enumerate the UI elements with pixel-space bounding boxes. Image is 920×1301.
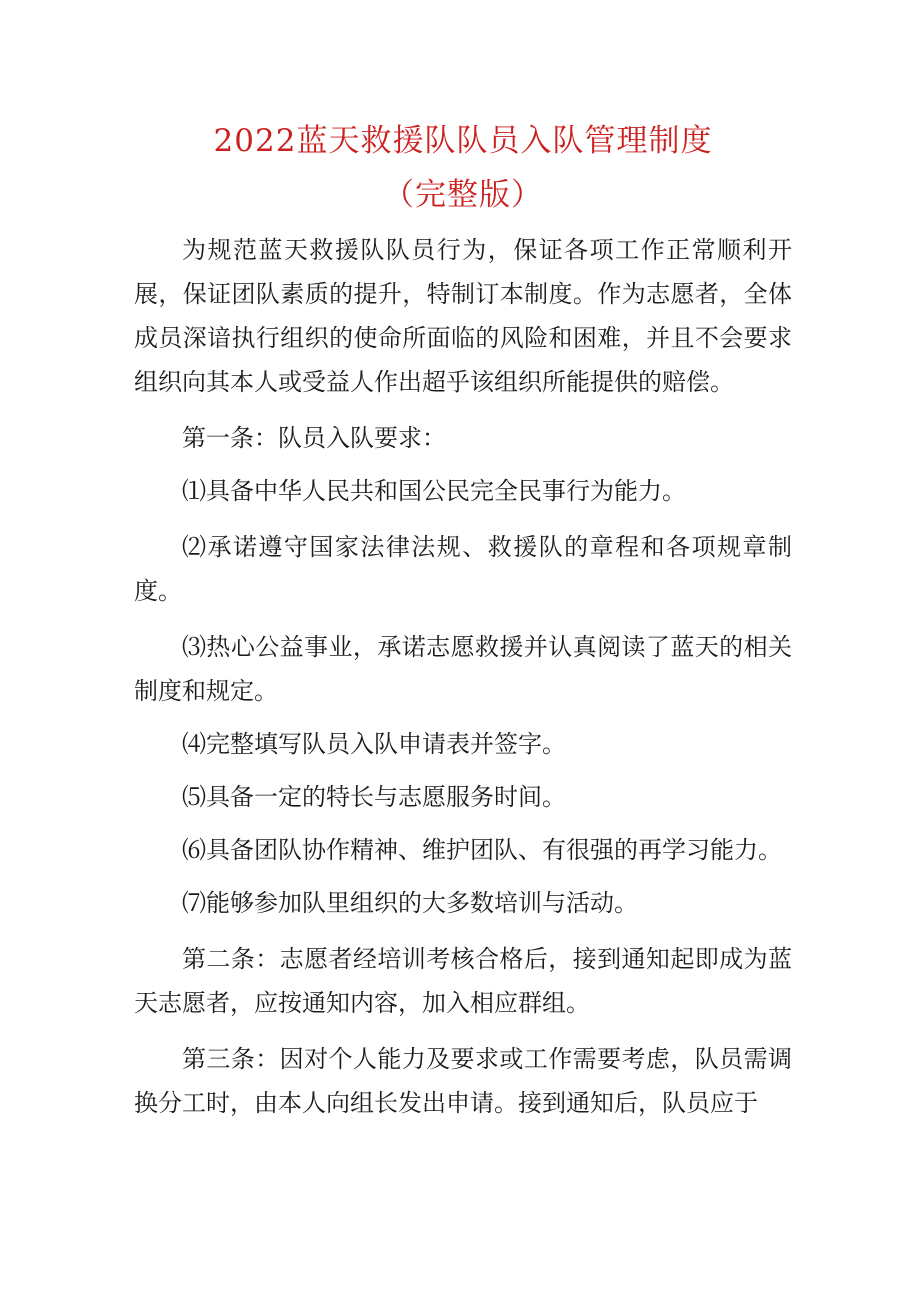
title-line-main: 2022蓝天救援队队员入队管理制度 — [213, 123, 713, 159]
requirement-item-2: ⑵承诺遵守国家法律法规、救援队的章程和各项规章制度。 — [134, 533, 792, 605]
requirement-item-5: ⑸具备一定的特长与志愿服务时间。 — [182, 783, 566, 811]
requirement-item-1: ⑴具备中华人民共和国公民完全民事行为能力。 — [182, 477, 686, 505]
intro-paragraph: 为规范蓝天救援队队员行为，保证各项工作正常顺利开展，保证团队素质的提升，特制订本制度。作为志愿者，全体成员深谙执行组织的使命所面临的风险和困难，并且不会要求组织向其本人或受益人作出超乎该组织所能提供的赔偿。 — [134, 236, 792, 396]
requirement-item-4: ⑷完整填写队员入队申请表并签字。 — [182, 730, 566, 758]
article-3-paragraph: 第三条：因对个人能力及要求或工作需要考虑，队员需调换分工时，由本人向组长发出申请。接到通知后，队员应于 — [134, 1045, 792, 1117]
article-1-heading: 第一条：队员入队要求： — [182, 424, 446, 452]
article-2-paragraph: 第二条：志愿者经培训考核合格后，接到通知起即成为蓝天志愿者，应按通知内容，加入相应群组。 — [134, 945, 792, 1017]
requirement-item-3: ⑶热心公益事业，承诺志愿救援并认真阅读了蓝天的相关制度和规定。 — [134, 633, 792, 705]
document-title — [134, 0, 792, 220]
title-line-subtitle: （完整版） — [383, 177, 543, 213]
requirement-item-7: ⑺能够参加队里组织的大多数培训与活动。 — [182, 889, 638, 917]
document-body — [134, 228, 792, 1125]
requirement-item-6: ⑹具备团队协作精神、维护团队、有很强的再学习能力。 — [182, 836, 782, 864]
